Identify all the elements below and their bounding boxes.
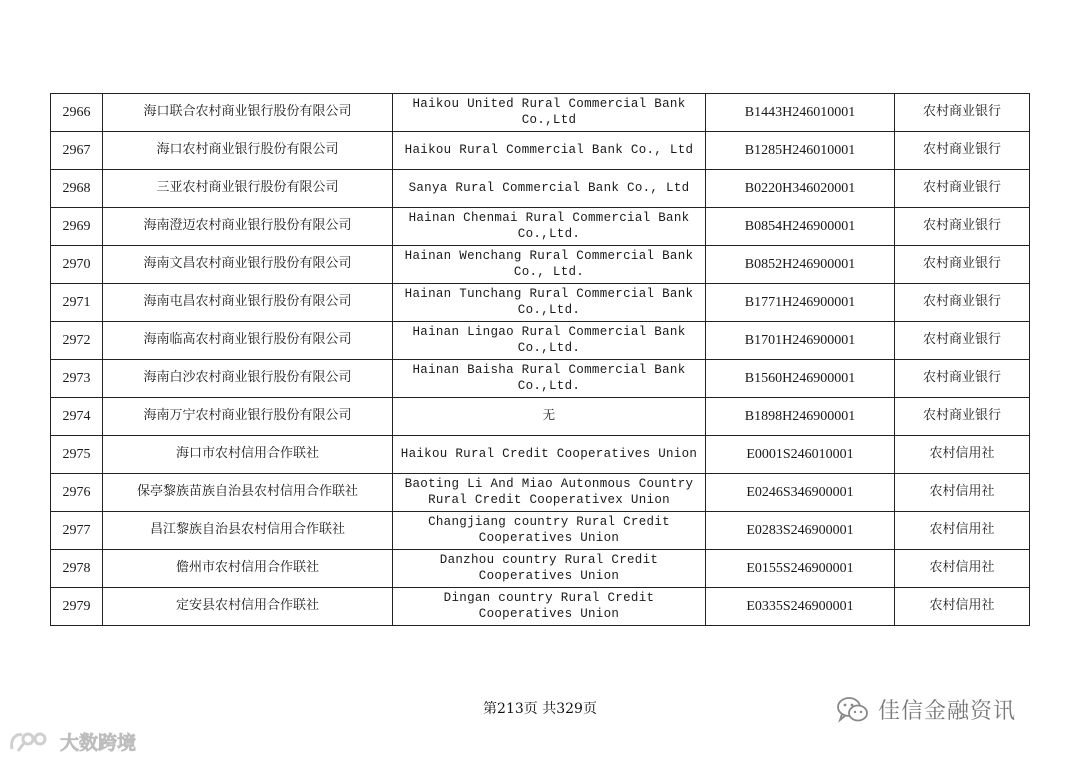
english-name-cell: Sanya Rural Commercial Bank Co., Ltd	[393, 170, 706, 208]
institution-type-cell: 农村信用社	[895, 436, 1030, 474]
institution-type-cell: 农村商业银行	[895, 132, 1030, 170]
institution-code-cell: B1898H246900001	[706, 398, 895, 436]
english-name-cell: Dingan country Rural Credit Cooperatives Union	[393, 588, 706, 626]
row-number-cell: 2972	[51, 322, 103, 360]
institution-type-cell: 农村商业银行	[895, 170, 1030, 208]
institution-type-cell: 农村信用社	[895, 512, 1030, 550]
chinese-name-cell: 昌江黎族自治县农村信用合作联社	[103, 512, 393, 550]
row-number-cell: 2966	[51, 94, 103, 132]
institution-code-cell: B1560H246900001	[706, 360, 895, 398]
chinese-name-cell: 三亚农村商业银行股份有限公司	[103, 170, 393, 208]
institution-type-cell: 农村信用社	[895, 550, 1030, 588]
brand-logo-icon	[8, 729, 56, 755]
english-name-cell: Changjiang country Rural Credit Cooperatives Union	[393, 512, 706, 550]
table-row	[51, 512, 1030, 550]
row-number-cell: 2971	[51, 284, 103, 322]
chinese-name-cell: 海南万宁农村商业银行股份有限公司	[103, 398, 393, 436]
chinese-name-cell: 海南白沙农村商业银行股份有限公司	[103, 360, 393, 398]
chinese-name-cell: 儋州市农村信用合作联社	[103, 550, 393, 588]
row-number-cell: 2974	[51, 398, 103, 436]
institution-code-cell: E0001S246010001	[706, 436, 895, 474]
institution-code-cell: B1701H246900001	[706, 322, 895, 360]
watermark-right	[836, 694, 1016, 725]
row-number-cell: 2975	[51, 436, 103, 474]
table-row	[51, 132, 1030, 170]
english-name-cell: Baoting Li And Miao Autonmous Country Rural Credit Cooperativex Union	[393, 474, 706, 512]
english-name-cell: Hainan Baisha Rural Commercial Bank Co.,Ltd.	[393, 360, 706, 398]
chinese-name-cell: 海南澄迈农村商业银行股份有限公司	[103, 208, 393, 246]
table-body	[51, 94, 1030, 626]
table-row	[51, 436, 1030, 474]
row-number-cell: 2977	[51, 512, 103, 550]
institution-code-cell: B0852H246900001	[706, 246, 895, 284]
institution-code-cell: E0283S246900001	[706, 512, 895, 550]
watermark-right-text: 佳信金融资讯	[878, 699, 1017, 724]
row-number-cell: 2968	[51, 170, 103, 208]
table-row	[51, 208, 1030, 246]
chinese-name-cell: 定安县农村信用合作联社	[103, 588, 393, 626]
table-row	[51, 322, 1030, 360]
row-number-cell: 2976	[51, 474, 103, 512]
institution-code-cell: E0246S346900001	[706, 474, 895, 512]
english-name-cell: Danzhou country Rural Credit Cooperatives Union	[393, 550, 706, 588]
institution-type-cell: 农村商业银行	[895, 284, 1030, 322]
table-row	[51, 284, 1030, 322]
english-name-cell: 无	[393, 398, 706, 436]
english-name-cell: Haikou United Rural Commercial Bank Co.,Ltd	[393, 94, 706, 132]
chinese-name-cell: 海口联合农村商业银行股份有限公司	[103, 94, 393, 132]
institution-type-cell: 农村信用社	[895, 474, 1030, 512]
table-row	[51, 550, 1030, 588]
row-number-cell: 2978	[51, 550, 103, 588]
institution-type-cell: 农村商业银行	[895, 94, 1030, 132]
institution-code-cell: B1771H246900001	[706, 284, 895, 322]
table-row	[51, 398, 1030, 436]
english-name-cell: Haikou Rural Commercial Bank Co., Ltd	[393, 132, 706, 170]
institution-type-cell: 农村商业银行	[895, 398, 1030, 436]
chinese-name-cell: 海南屯昌农村商业银行股份有限公司	[103, 284, 393, 322]
row-number-cell: 2970	[51, 246, 103, 284]
table-row	[51, 170, 1030, 208]
institution-type-cell: 农村商业银行	[895, 246, 1030, 284]
institution-type-cell: 农村商业银行	[895, 322, 1030, 360]
row-number-cell: 2979	[51, 588, 103, 626]
watermark-left-text: 大数跨境	[60, 732, 137, 754]
chinese-name-cell: 海口农村商业银行股份有限公司	[103, 132, 393, 170]
institution-code-cell: B0220H346020001	[706, 170, 895, 208]
institution-code-cell: E0335S246900001	[706, 588, 895, 626]
institution-code-cell: E0155S246900001	[706, 550, 895, 588]
row-number-cell: 2973	[51, 360, 103, 398]
table-row	[51, 246, 1030, 284]
wechat-icon	[836, 696, 870, 724]
watermark-left	[8, 728, 136, 755]
table-row	[51, 94, 1030, 132]
table-row	[51, 360, 1030, 398]
english-name-cell: Hainan Chenmai Rural Commercial Bank Co.,Ltd.	[393, 208, 706, 246]
institution-type-cell: 农村商业银行	[895, 208, 1030, 246]
row-number-cell: 2967	[51, 132, 103, 170]
institution-type-cell: 农村商业银行	[895, 360, 1030, 398]
english-name-cell: Haikou Rural Credit Cooperatives Union	[393, 436, 706, 474]
institution-code-cell: B1443H246010001	[706, 94, 895, 132]
institution-code-cell: B0854H246900001	[706, 208, 895, 246]
institution-type-cell: 农村信用社	[895, 588, 1030, 626]
english-name-cell: Hainan Lingao Rural Commercial Bank Co.,Ltd.	[393, 322, 706, 360]
chinese-name-cell: 海口市农村信用合作联社	[103, 436, 393, 474]
chinese-name-cell: 保亭黎族苗族自治县农村信用合作联社	[103, 474, 393, 512]
english-name-cell: Hainan Tunchang Rural Commercial Bank Co.,Ltd.	[393, 284, 706, 322]
row-number-cell: 2969	[51, 208, 103, 246]
institution-code-cell: B1285H246010001	[706, 132, 895, 170]
table-row	[51, 588, 1030, 626]
page-number: 第213页 共329页	[483, 701, 597, 717]
english-name-cell: Hainan Wenchang Rural Commercial Bank Co., Ltd.	[393, 246, 706, 284]
chinese-name-cell: 海南临高农村商业银行股份有限公司	[103, 322, 393, 360]
bank-list-table	[50, 93, 1030, 626]
chinese-name-cell: 海南文昌农村商业银行股份有限公司	[103, 246, 393, 284]
table-row	[51, 474, 1030, 512]
